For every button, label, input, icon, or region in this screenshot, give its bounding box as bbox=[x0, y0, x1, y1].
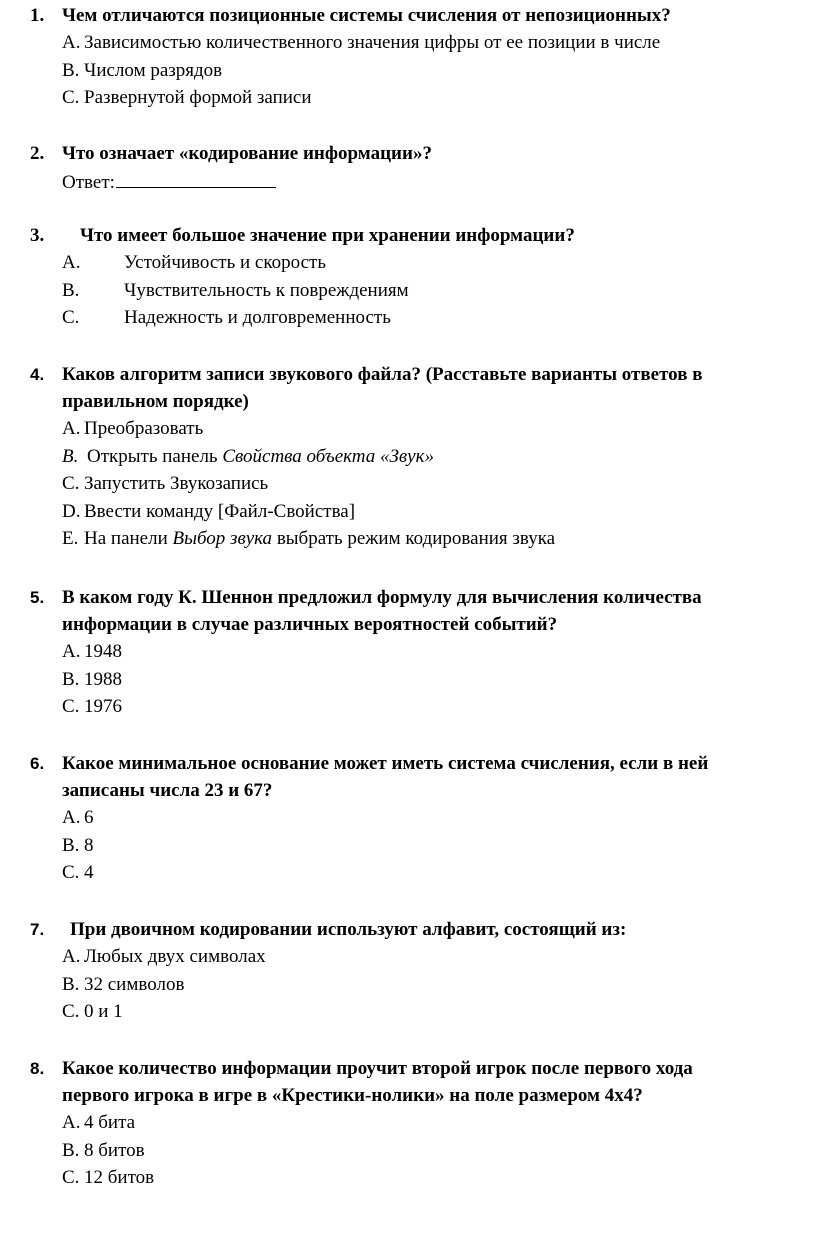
option-a bbox=[0, 415, 816, 443]
option-b bbox=[0, 971, 816, 999]
option-c bbox=[0, 693, 816, 721]
question-text-line-2: первого игрока в игре в «Крестики-нолики» на поле размером 4х4? bbox=[62, 1085, 643, 1106]
answer-blank-line[interactable] bbox=[116, 167, 276, 188]
option-label: А. bbox=[62, 32, 81, 53]
option-text: Чувствительность к повреждениям bbox=[124, 279, 409, 301]
question-text-line-2: правильном порядке) bbox=[62, 391, 249, 412]
question-number: 4. bbox=[30, 365, 45, 384]
option-label: С. bbox=[62, 87, 80, 108]
option-label: А. bbox=[62, 252, 81, 273]
option-label: А. bbox=[62, 641, 81, 662]
option-text: 1988 bbox=[84, 668, 122, 690]
question-1 bbox=[0, 2, 816, 112]
option-text: 1948 bbox=[84, 641, 122, 662]
option-label: В. bbox=[62, 834, 80, 856]
option-e bbox=[0, 525, 816, 553]
option-d bbox=[0, 498, 816, 526]
answer-row bbox=[0, 167, 816, 195]
option-b bbox=[0, 443, 816, 471]
question-heading-continued bbox=[0, 388, 816, 415]
option-text: Устойчивость и скорость bbox=[124, 252, 327, 273]
question-heading-continued bbox=[0, 1082, 816, 1109]
question-8 bbox=[0, 1055, 816, 1192]
question-number: 2. bbox=[30, 143, 45, 164]
option-text: Развернутой формой записи bbox=[84, 87, 312, 108]
option-text: 12 битов bbox=[84, 1167, 155, 1188]
option-text: 0 и 1 bbox=[84, 1001, 123, 1022]
option-text: 1976 bbox=[84, 696, 122, 717]
option-label: С. bbox=[62, 1167, 80, 1188]
option-text: Запустить Звукозапись bbox=[84, 473, 269, 494]
option-label: В. bbox=[62, 279, 80, 301]
option-label: С. bbox=[62, 862, 80, 883]
option-label: С. bbox=[62, 1001, 80, 1022]
option-a bbox=[0, 804, 816, 832]
option-text: 4 bbox=[84, 862, 94, 883]
question-text: Что имеет большое значение при хранении информации? bbox=[80, 225, 575, 246]
question-text: Что означает «кодирование информации»? bbox=[62, 143, 432, 164]
option-text: 32 символов bbox=[84, 973, 185, 995]
option-c bbox=[0, 859, 816, 887]
option-c bbox=[0, 84, 816, 112]
question-heading-continued bbox=[0, 777, 816, 804]
option-label: С. bbox=[62, 696, 80, 717]
question-heading bbox=[0, 750, 816, 777]
option-label: В. bbox=[62, 668, 80, 690]
question-heading bbox=[0, 2, 816, 29]
question-text-line-2: записаны числа 23 и 67? bbox=[62, 780, 273, 801]
option-text: 8 битов bbox=[84, 1139, 145, 1161]
question-number: 3. bbox=[30, 225, 45, 246]
option-b bbox=[0, 277, 816, 305]
option-b bbox=[0, 57, 816, 85]
option-c bbox=[0, 304, 816, 332]
question-heading-continued bbox=[0, 611, 816, 638]
question-number: 7. bbox=[30, 920, 45, 939]
option-label: А. bbox=[62, 946, 81, 967]
option-label: А. bbox=[62, 1112, 81, 1133]
question-text-line-1: В каком году К. Шеннон предложил формулу для вычисления количества bbox=[62, 587, 702, 608]
answer-label: Ответ: bbox=[62, 172, 115, 193]
question-text: При двоичном кодировании используют алфавит, состоящий из: bbox=[70, 919, 627, 940]
option-label: В. bbox=[62, 445, 79, 467]
option-label: В. bbox=[62, 1139, 80, 1161]
question-text-line-1: Каков алгоритм записи звукового файла? (Расставьте варианты ответов в bbox=[62, 364, 703, 385]
question-2 bbox=[0, 140, 816, 195]
option-text-italic: Свойства объекта «Звук» bbox=[222, 445, 434, 467]
option-label: С. bbox=[62, 473, 80, 494]
option-a bbox=[0, 29, 816, 57]
option-text-plain: Открыть панель bbox=[87, 445, 223, 467]
question-heading bbox=[0, 584, 816, 611]
option-text: 6 bbox=[84, 807, 94, 828]
question-number: 1. bbox=[30, 5, 45, 26]
question-3 bbox=[0, 222, 816, 332]
option-a bbox=[0, 943, 816, 971]
option-c bbox=[0, 998, 816, 1026]
question-6 bbox=[0, 750, 816, 887]
option-label: Е. bbox=[62, 528, 79, 549]
option-label: В. bbox=[62, 973, 80, 995]
question-heading bbox=[0, 1055, 816, 1082]
question-heading bbox=[0, 916, 816, 943]
option-text-plain-end: выбрать режим кодирования звука bbox=[272, 528, 556, 549]
option-a bbox=[0, 638, 816, 666]
question-text-line-1: Какое минимальное основание может иметь система счисления, если в ней bbox=[62, 753, 709, 774]
question-number: 8. bbox=[30, 1059, 45, 1078]
option-a bbox=[0, 1109, 816, 1137]
option-label: А. bbox=[62, 418, 81, 439]
question-text: Чем отличаются позиционные системы счисления от непозиционных? bbox=[62, 5, 671, 26]
option-text: 4 бита bbox=[84, 1112, 136, 1133]
option-label: В. bbox=[62, 59, 80, 81]
question-heading bbox=[0, 140, 816, 167]
option-a bbox=[0, 249, 816, 277]
option-text: Надежность и долговременность bbox=[124, 307, 391, 328]
option-label: А. bbox=[62, 807, 81, 828]
question-4 bbox=[0, 361, 816, 553]
option-text: Ввести команду [Файл-Свойства] bbox=[84, 500, 356, 522]
option-text: Числом разрядов bbox=[84, 59, 223, 81]
question-5 bbox=[0, 584, 816, 721]
option-text-plain: На панели bbox=[84, 528, 173, 549]
question-heading bbox=[0, 222, 816, 249]
option-text: Преобразовать bbox=[84, 418, 204, 439]
option-text-italic: Выбор звука bbox=[172, 528, 273, 549]
option-b bbox=[0, 1137, 816, 1165]
option-b bbox=[0, 666, 816, 694]
question-heading bbox=[0, 361, 816, 388]
question-7 bbox=[0, 916, 816, 1026]
question-number: 5. bbox=[30, 588, 45, 607]
option-label: D. bbox=[62, 500, 81, 522]
question-text-line-1: Какое количество информации проучит второй игрок после первого хода bbox=[62, 1058, 693, 1079]
option-text: Зависимостью количественного значения цифры от ее позиции в числе bbox=[84, 32, 661, 53]
question-number: 6. bbox=[30, 754, 45, 773]
option-label: С. bbox=[62, 307, 80, 328]
question-text-line-2: информации в случае различных вероятностей событий? bbox=[62, 614, 558, 635]
option-b bbox=[0, 832, 816, 860]
option-text: 8 bbox=[84, 834, 94, 856]
option-c bbox=[0, 470, 816, 498]
option-text: Любых двух символах bbox=[84, 946, 266, 967]
option-c bbox=[0, 1164, 816, 1192]
